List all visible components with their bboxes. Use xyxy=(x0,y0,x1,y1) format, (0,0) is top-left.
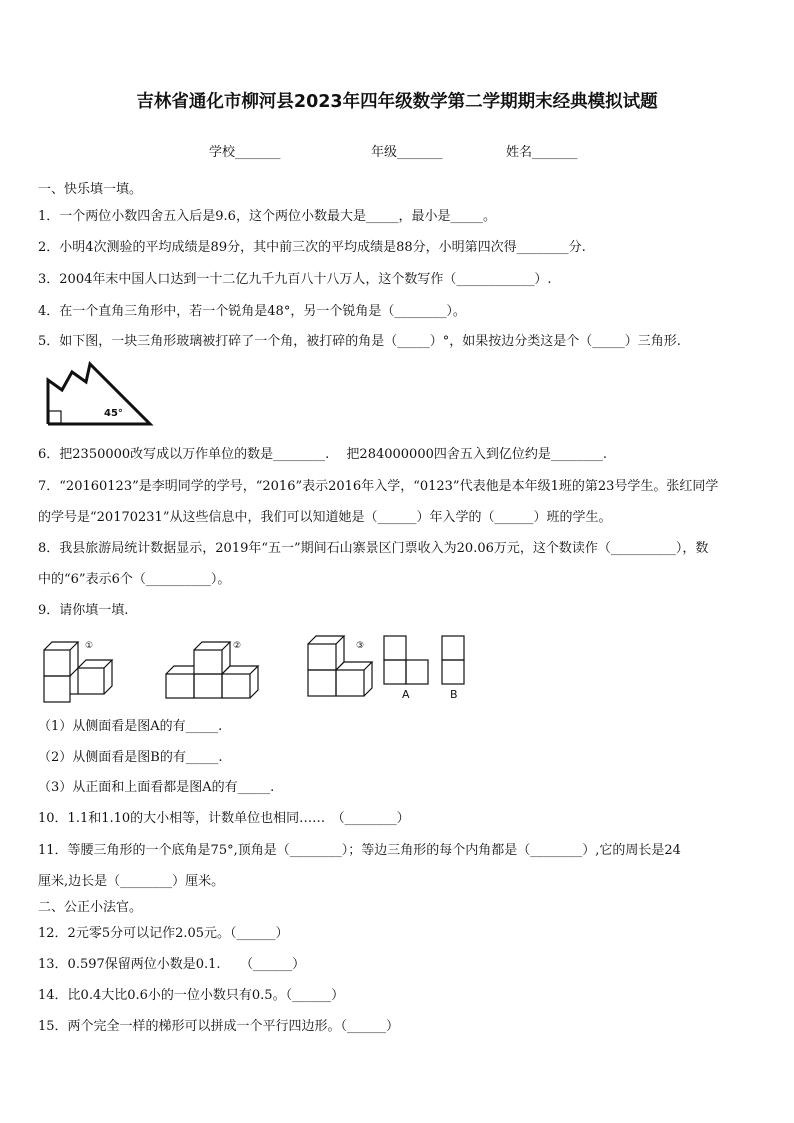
cube-label-2: ② xyxy=(233,641,242,651)
question-1: 1．一个两位小数四舍五入后是9.6，这个两位小数最大是_____，最小是_____。 xyxy=(38,209,496,224)
question-10: 10．1.1和1.10的大小相等，计数单位也相同…… （________） xyxy=(38,811,410,826)
section-heading-2: 二、公正小法官。 xyxy=(38,900,143,915)
broken-triangle-figure xyxy=(40,360,160,430)
question-9-part-1: （1）从侧面看是图A的有_____. xyxy=(38,719,223,734)
question-13: 13．0.597保留两位小数是0.1. （______） xyxy=(38,957,306,972)
question-11-line-2: 厘米,边长是（________）厘米。 xyxy=(38,874,225,889)
question-9-part-3: （3）从正面和上面看都是图A的有_____. xyxy=(38,780,275,795)
view-label-b: B xyxy=(450,688,458,701)
cube-label-1: ① xyxy=(85,641,94,651)
question-2: 2．小明4次测验的平均成绩是89分，其中前三次的平均成绩是88分，小明第四次得________分. xyxy=(38,240,586,255)
question-8-line-1: 8．我县旅游局统计数据显示，2019年“五一”期间石山寨景区门票收入为20.06万元，这个数读作（__________），数 xyxy=(38,541,709,556)
question-12: 12．2元零5分可以记作2.05元。（______） xyxy=(38,926,289,941)
question-7-line-2: 的学号是“20170231”从这些信息中，我们可以知道她是（______）年入学的（______）班的学生。 xyxy=(38,510,612,525)
question-6: 6．把2350000改写成以万作单位的数是________. 把284000000四舍五入到亿位约是________. xyxy=(38,447,608,462)
view-label-a: A xyxy=(402,688,410,701)
question-8-line-2: 中的“6”表示6个（__________）。 xyxy=(38,572,231,587)
name-field: 姓名_______ xyxy=(506,145,578,160)
school-field: 学校_______ xyxy=(209,145,281,160)
cube-views-figure xyxy=(38,634,478,704)
question-9: 9．请你填一填. xyxy=(38,603,129,618)
cube-label-3: ③ xyxy=(356,641,365,651)
question-9-part-2: （2）从侧面看是图B的有_____. xyxy=(38,750,223,765)
page-title: 吉林省通化市柳河县2023年四年级数学第二学期期末经典模拟试题 xyxy=(136,92,658,112)
question-15: 15．两个完全一样的梯形可以拼成一个平行四边形。（______） xyxy=(38,1019,400,1034)
question-3: 3．2004年末中国人口达到一十二亿九千九百八十八万人，这个数写作（____________）. xyxy=(38,272,552,287)
question-14: 14．比0.4大比0.6小的一位小数只有0.5。（______） xyxy=(38,988,345,1003)
grade-field: 年级_______ xyxy=(371,145,443,160)
question-11-line-1: 11．等腰三角形的一个底角是75°,顶角是（________）；等边三角形的每个内角都是（________）,它的周长是24 xyxy=(38,843,681,858)
question-7-line-1: 7．“20160123”是李明同学的学号，“2016”表示2016年入学，“0123”代表他是本年级1班的第23号学生。张红同学 xyxy=(38,479,719,494)
section-heading: 一、快乐填一填。 xyxy=(38,182,143,197)
angle-label: 45° xyxy=(104,408,123,419)
question-4: 4．在一个直角三角形中，若一个锐角是48°，另一个锐角是（________）。 xyxy=(38,304,466,319)
question-5: 5．如下图，一块三角形玻璃被打碎了一个角，被打碎的角是（_____）°，如果按边分类这是个（_____）三角形. xyxy=(38,334,681,349)
